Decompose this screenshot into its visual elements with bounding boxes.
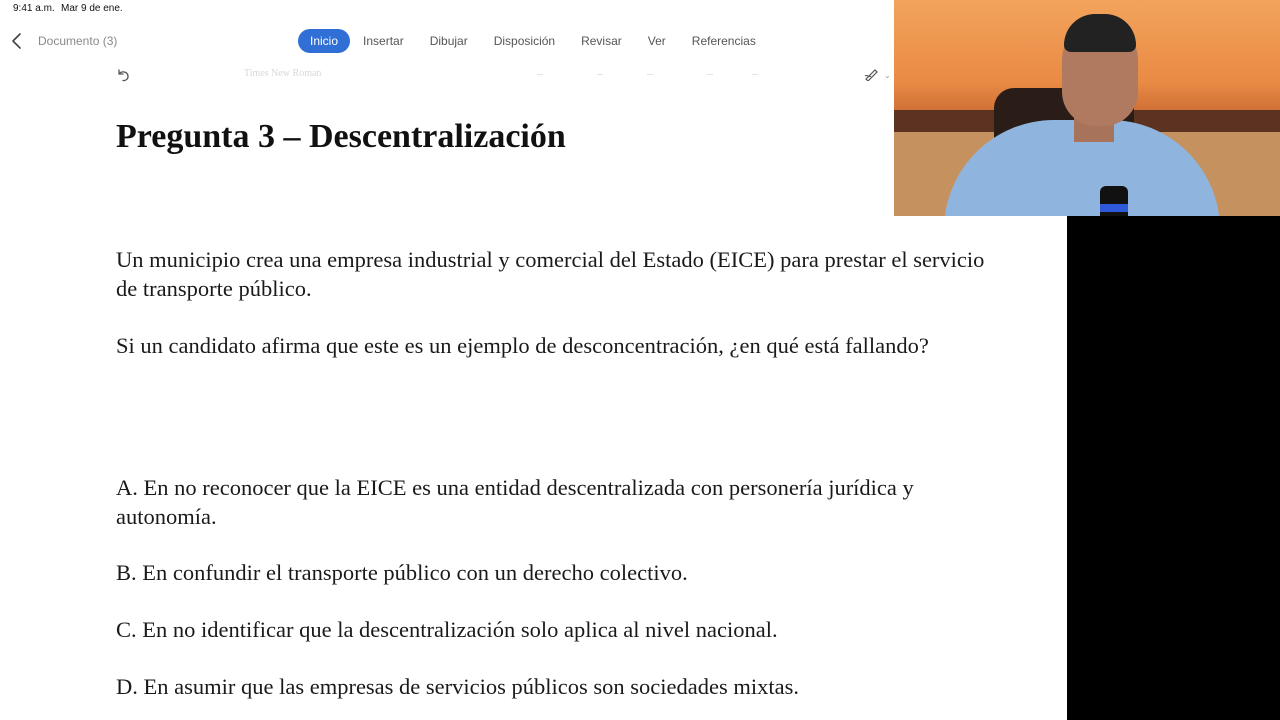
- font-name-selector[interactable]: Times New Roman: [244, 68, 322, 79]
- tab-referencias[interactable]: Referencias: [691, 34, 756, 48]
- tab-dibujar[interactable]: Dibujar: [429, 34, 468, 48]
- undo-icon[interactable]: [115, 67, 131, 83]
- status-date: Mar 9 de ene.: [61, 3, 123, 14]
- chevron-down-icon[interactable]: ⌄: [884, 71, 891, 80]
- question-prompt: Si un candidato afirma que este es un ejemplo de desconcentración, ¿en qué está fallando?: [116, 333, 929, 358]
- toolbar-faded-control[interactable]: [647, 74, 653, 75]
- option-c: C. En no identificar que la descentralización solo aplica al nivel nacional.: [116, 617, 778, 642]
- tab-disposicion[interactable]: Disposición: [493, 34, 556, 48]
- tab-revisar[interactable]: Revisar: [581, 34, 622, 48]
- option-b: B. En confundir el transporte público con un derecho colectivo.: [116, 560, 688, 585]
- tab-insertar[interactable]: Insertar: [363, 34, 404, 48]
- tab-ver[interactable]: Ver: [647, 34, 666, 48]
- option-d: D. En asumir que las empresas de servicios públicos son sociedades mixtas.: [116, 674, 799, 699]
- webcam-video-overlay: [894, 0, 1280, 216]
- chevron-left-icon[interactable]: [10, 32, 24, 50]
- toolbar-faded-control[interactable]: [707, 74, 713, 75]
- document-heading: Pregunta 3 – Descentralización: [116, 118, 566, 155]
- toolbar-faded-control[interactable]: [537, 74, 543, 75]
- tab-inicio[interactable]: Inicio: [298, 29, 350, 53]
- black-side-panel: [1067, 216, 1280, 720]
- microphone-light: [1100, 204, 1128, 212]
- ribbon-tabs: [298, 29, 769, 53]
- toolbar-faded-control[interactable]: [752, 74, 758, 75]
- status-time: 9:41 a.m.: [13, 3, 55, 14]
- pen-icon[interactable]: [864, 67, 880, 81]
- video-presenter-hair: [1064, 14, 1136, 52]
- option-a: A. En no reconocer que la EICE es una entidad descentralizada con personería jurídica y autonomía.: [116, 475, 914, 529]
- document-title[interactable]: Documento (3): [38, 34, 118, 48]
- question-text: Un municipio crea una empresa industrial y comercial del Estado (EICE) para prestar el servicio de transporte público.: [116, 247, 985, 301]
- toolbar-faded-control[interactable]: [597, 74, 603, 75]
